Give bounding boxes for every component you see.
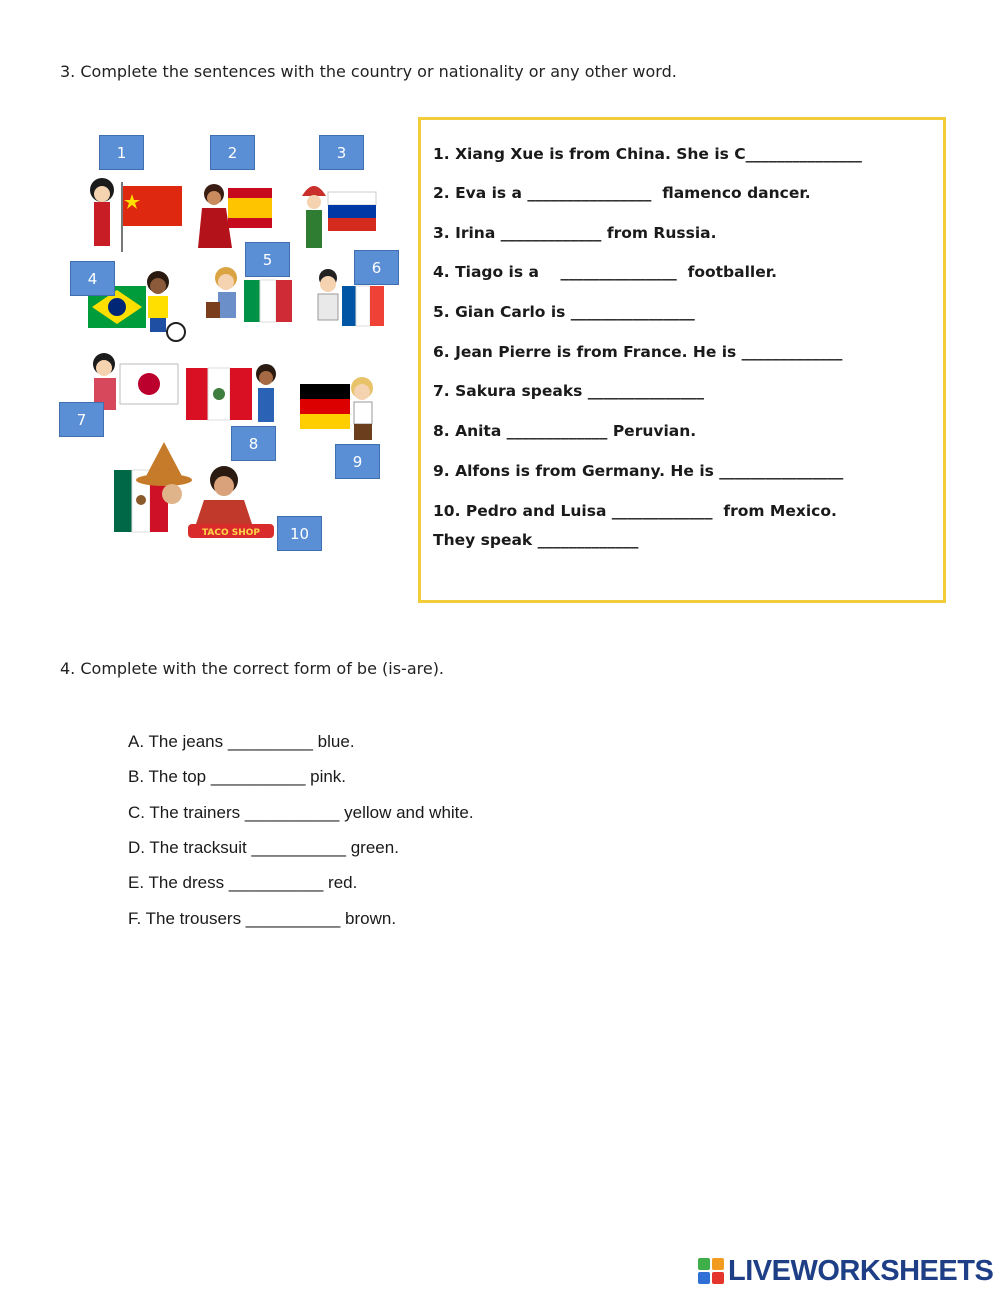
ex3-sentence-4[interactable]: 4. Tiago is a _______________ footballer.: [433, 263, 778, 281]
ex3-sentence-2[interactable]: 2. Eva is a ________________ flamenco dancer.: [433, 184, 811, 202]
ex3-sentence-10-continued[interactable]: They speak _____________: [433, 531, 639, 549]
liveworksheets-logo: [698, 1255, 993, 1287]
ex4-sentence-a[interactable]: A. The jeans _________ blue.: [128, 732, 355, 751]
exercise3-heading: 3. Complete the sentences with the country or nationality or any other word.: [60, 62, 677, 81]
ex3-sentence-8[interactable]: 8. Anita _____________ Peruvian.: [433, 422, 697, 440]
label-box-3: 3: [319, 135, 364, 170]
ex4-sentence-f[interactable]: F. The trousers __________ brown.: [128, 909, 397, 928]
ex3-sentence-10[interactable]: 10. Pedro and Luisa _____________ from Mexico.: [433, 502, 837, 520]
ex4-sentence-c[interactable]: C. The trainers __________ yellow and white.: [128, 803, 474, 822]
ex3-sentence-6[interactable]: 6. Jean Pierre is from France. He is _____________: [433, 343, 843, 361]
china-flag-girl-illustration: [82, 172, 186, 256]
russia-flag-girl-illustration: [296, 178, 380, 250]
label-box-8: 8: [231, 426, 276, 461]
germany-flag-boy-illustration: [298, 374, 380, 444]
ex3-sentence-5[interactable]: 5. Gian Carlo is ________________: [433, 303, 695, 321]
peru-flag-girl-illustration: [184, 360, 282, 430]
label-box-1: 1: [99, 135, 144, 170]
ex4-sentence-b[interactable]: B. The top __________ pink.: [128, 767, 347, 786]
label-box-10: 10: [277, 516, 322, 551]
label-box-6: 6: [354, 250, 399, 285]
label-box-2: 2: [210, 135, 255, 170]
ex3-sentence-7[interactable]: 7. Sakura speaks _______________: [433, 382, 705, 400]
ex4-sentence-d[interactable]: D. The tracksuit __________ green.: [128, 838, 399, 857]
label-box-5: 5: [245, 242, 290, 277]
liveworksheets-logo-icon: [698, 1258, 724, 1284]
label-box-4: 4: [70, 261, 115, 296]
taco-shop-sign: TACO SHOP: [201, 528, 261, 538]
exercise4-heading: 4. Complete with the correct form of be (is-are).: [60, 659, 445, 678]
spain-flag-dancer-illustration: [198, 178, 274, 250]
ex3-sentence-9[interactable]: 9. Alfons is from Germany. He is ________________: [433, 462, 844, 480]
label-box-7: 7: [59, 402, 104, 437]
ex3-sentence-3[interactable]: 3. Irina _____________ from Russia.: [433, 224, 717, 242]
liveworksheets-logo-text: LIVEWORKSHEETS: [728, 1254, 994, 1287]
label-box-9: 9: [335, 444, 380, 479]
ex3-sentence-1[interactable]: 1. Xiang Xue is from China. She is C_______________: [433, 145, 862, 163]
ex4-sentence-e[interactable]: E. The dress __________ red.: [128, 873, 358, 892]
